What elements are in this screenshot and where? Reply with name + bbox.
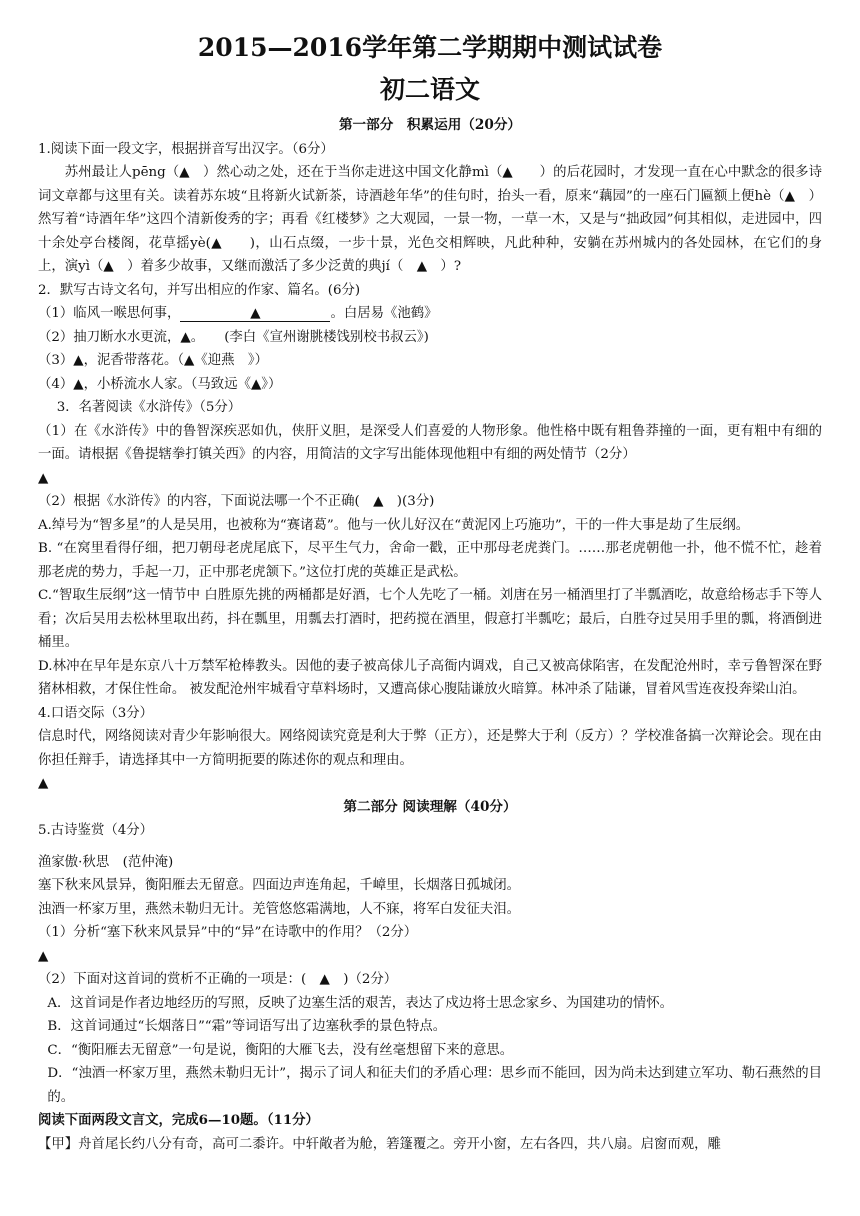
q5-option-b: B．这首词通过“长烟落日”“霜”等词语写出了边塞秋季的景色特点。 — [47, 1019, 447, 1034]
q3-sub2: （2）根据《水浒传》的内容，下面说法哪一个不正确( ▲ )(3分) — [38, 494, 435, 509]
q3-option-b: B. “在窝里看得仔细，把刀朝母老虎尾底下，尽平生气力，舍命一戳，正中那母老虎粪门。……那老虎朝他一扑，他不慌不忙，趁着那老虎的势力，手起一刀，正中那老虎颔下。”这位打虎的英雄正是武松。 — [38, 541, 822, 580]
q3-sub1: （1）在《水浒传》中的鲁智深疾恶如仇，侠肝义胆，是深受人们喜爱的人物形象。他性格中既有粗鲁莽撞的一面，更有粗中有细的一面。请根据《鲁提辖拳打镇关西》的内容，用简洁的文字写出能体现他粗中有细的两处情节（2分） — [38, 423, 822, 462]
poem-title: 渔家傲·秋思 (范仲淹) — [38, 854, 174, 870]
q5-sub2: （2）下面对这首词的赏析不正确的一项是：( ▲ )（2分） — [38, 972, 398, 987]
classical-text-a: 【甲】舟首尾长约八分有奇，高可二黍许。中轩敞者为舱，箬篷覆之。旁开小窗，左右各四，共八扇。启窗而观，雕 — [38, 1136, 721, 1152]
q2-line4: （4）▲，小桥流水人家。（马致远《▲》） — [38, 376, 282, 392]
q4-paragraph: 信息时代，网络阅读对青少年影响很大。网络阅读究竟是利大于弊（正方），还是弊大于利（反方）？学校准备搞一次辩论会。现在由你担任辩手，请选择其中一方简明扼要的陈述你的观点和理由。 — [38, 729, 822, 768]
q4-answer: ▲ — [38, 775, 49, 791]
exam-subject: 初二语文 — [379, 75, 480, 104]
q3-option-c: C.“智取生辰纲”这一情节中 白胜原先挑的两桶都是好酒，七个人先吃了一桶。刘唐在另一桶酒里打了半瓢酒吃，故意给杨志手下等人看；次后吴用去松林里取出药，抖在瓢里，用瓢去打酒时，把药搅在酒里，假意打半瓢吃；最后，白胜夺过吴用手里的瓢，将酒倒进桶里。 — [38, 588, 822, 650]
q5-sub1: （1）分析“塞下秋来风景异”中的“异”在诗歌中的作用？（2分） — [38, 925, 418, 940]
q2-stem: 2．默写古诗文名句，并写出相应的作家、篇名。(6分) — [38, 282, 361, 298]
q3-stem: 3．名著阅读《水浒传》（5分） — [56, 400, 242, 415]
q2-line1 — [38, 302, 822, 326]
q1-stem: 1.阅读下面一段文字，根据拼音写出汉字。（6分） — [38, 141, 334, 157]
q5-stem: 5.古诗鉴赏（4分） — [38, 823, 154, 838]
q2-line2: （2）抽刀断水水更流，▲。 (李白《宣州谢朓楼饯别校书叔云》) — [38, 329, 429, 345]
q5-answer-1: ▲ — [38, 947, 49, 964]
q4-stem: 4.口语交际（3分） — [38, 705, 154, 721]
spacer — [38, 843, 822, 851]
part1-heading: 第一部分 积累运用（20分） — [338, 117, 522, 133]
q2-answer-blank: ▲ — [180, 306, 330, 322]
q5-option-d: D．“浊酒一杯家万里，燕然未勒归无计”，揭示了词人和征夫们的矛盾心理：思乡而不能回，因为尚未达到建立军功、勒石燕然的目的。 — [47, 1066, 822, 1105]
q3-option-d: D.林冲在早年是东京八十万禁军枪棒教头。因他的妻子被高俅儿子高衙内调戏，自己又被高俅陷害，在发配沧州时，幸亏鲁智深在野猪林相救，才保住性命。 被发配沧州牢城看守草料场时，又遭高俅心腹陆谦放火暗算。林冲杀了陆谦，冒着风雪连夜投奔梁山泊。 — [38, 658, 822, 697]
exam-title: 2015—2016学年第二学期期中测试试卷 — [197, 33, 663, 62]
poem-line1: 塞下秋来风景异，衡阳雁去无留意。四面边声连角起，千嶂里，长烟落日孤城闭。 — [38, 878, 521, 893]
q2-line3: （3）▲，泥香带落花。（▲《迎燕 》） — [38, 353, 268, 368]
q1-paragraph: 苏州最让人pēng（▲ ）然心动之处，还在于当你走进这中国文化静mì（▲ ）的后花园时，才发现一直在心中默念的很多诗词文章都与这里有关。读着苏东坡“且将新火试新茶，诗酒趁年华”的佳句时，抬头一看，原来“藕园”的一座石门匾额上便hè（▲ ）然写着“诗酒年华”这四个清新俊秀的字；再看《红楼梦》之大观园，一景一物，一草一木，又是与“拙政园”何其相似，走进园中，四十余处亭台楼阁，花草摇yè(▲ )，山石点缀，一步十景，光色交相辉映，凡此种种，安躺在苏州城内的各处园林，在它们的身上，演yì（▲ ）着多少故事，又继而激活了多少泛黄的典jí（ ▲ ）? — [38, 165, 822, 274]
q5-option-c: C．“衡阳雁去无留意”一句是说，衡阳的大雁飞去，没有丝毫想留下来的意思。 — [47, 1042, 514, 1058]
q6-stem: 阅读下面两段文言文，完成6—10题。（11分） — [38, 1112, 319, 1128]
q2-line1-b: 。白居易《池鹤》 — [330, 306, 438, 321]
poem-line2: 浊酒一杯家万里，燕然未勒归无计。羌管悠悠霜满地，人不寐，将军白发征夫泪。 — [38, 901, 521, 917]
q3-option-a: A.绰号为“智多星”的人是吴用，也被称为“赛诸葛”。他与一伙儿好汉在“黄泥冈上巧施功”，干的一件大事是劫了生辰纲。 — [38, 517, 750, 533]
q3-answer-1: ▲ — [38, 469, 49, 486]
q5-option-a: A．这首词是作者边地经历的写照，反映了边塞生活的艰苦，表达了戍边将士思念家乡、为国建功的情怀。 — [47, 995, 674, 1011]
q2-line1-a: （1）临风一喉思何事， — [38, 306, 181, 321]
part2-heading: 第二部分 阅读理解（40分） — [343, 798, 517, 815]
